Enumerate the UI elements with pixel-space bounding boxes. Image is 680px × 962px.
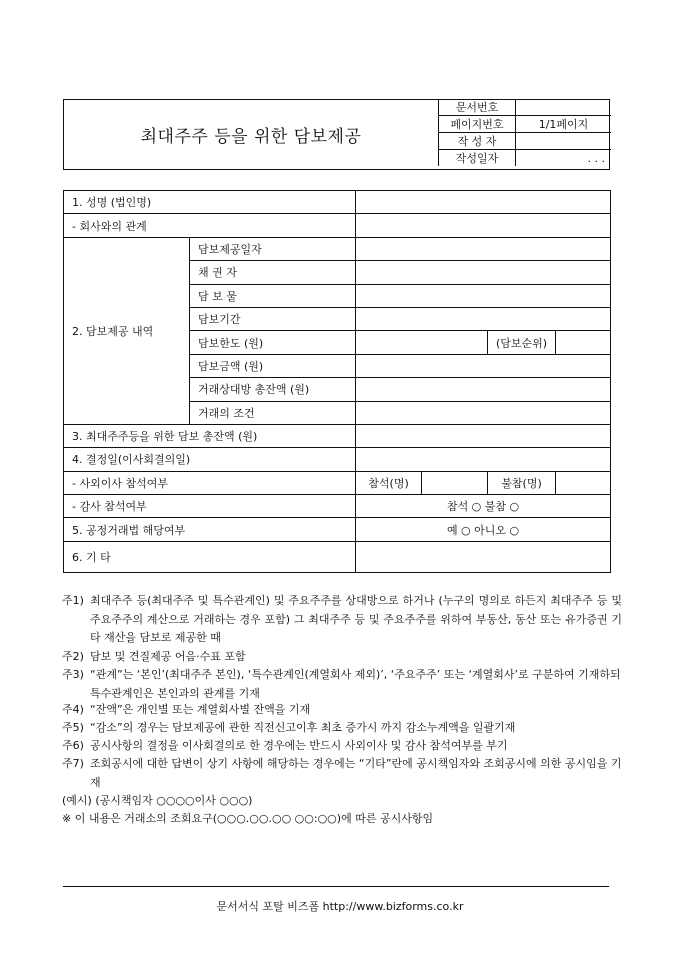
- date-value[interactable]: . . .: [516, 150, 612, 167]
- collateral-period-label: 담보기간: [190, 307, 356, 330]
- collateral-item-label: 담 보 물: [190, 284, 356, 307]
- collateral-amount-label: 담보금액 (원): [190, 354, 356, 377]
- attend-count-label: 참석(명): [356, 471, 422, 494]
- name-value[interactable]: [356, 191, 611, 214]
- footer-divider: [63, 886, 609, 887]
- note-4-key: 주4): [62, 703, 84, 716]
- relationship-label: - 회사와의 관계: [64, 214, 356, 237]
- note-1-text: 최대주주 등(최대주주 및 특수관계인) 및 주요주주를 상대방으로 하거나 (누구의 명의로 하든지 최대주주 등 및 주요주주의 계산으로 거래하는 경우 포함) 그 최대주주 등 및 주요주주를 위하여 부동산, 동산 또는 유가증권 기타 재산을 담보로 제공한 때: [90, 594, 622, 644]
- fair-trade-label: 5. 공정거래법 해당여부: [64, 518, 356, 541]
- note-3: [62, 666, 622, 703]
- auditor-attendance-label: - 감사 참석여부: [64, 495, 356, 518]
- document-title: 최대주주 등을 위한 담보제공: [140, 127, 362, 147]
- footer-text: 문서서식 포탈 비즈폼 http://www.bizforms.co.kr: [216, 900, 464, 913]
- disclosure-form-table: [63, 190, 611, 573]
- note-2-text: 담보 및 견질제공 어음·수표 포함: [90, 650, 246, 663]
- note-6: [62, 737, 622, 756]
- name-label: 1. 성명 (법인명): [64, 191, 356, 214]
- collateral-rank-label: (담보순위): [488, 331, 556, 354]
- outside-director-label: - 사외이사 참석여부: [64, 471, 356, 494]
- transaction-terms-label: 거래의 조건: [190, 401, 356, 424]
- collateral-date-value[interactable]: [356, 237, 611, 260]
- creditor-value[interactable]: [356, 261, 611, 284]
- page-number-value: 1/1페이지: [516, 116, 612, 133]
- note-1-key: 주1): [62, 594, 84, 607]
- other-label: 6. 기 타: [64, 541, 356, 572]
- note-5-text: “감소”의 경우는 담보제공에 관한 직전신고이후 최초 증가시 까지 감소누계액을 일괄기재: [90, 721, 516, 734]
- collateral-limit-value[interactable]: [356, 331, 488, 354]
- document-header: [63, 99, 610, 170]
- author-value[interactable]: [516, 133, 612, 150]
- doc-number-label: 문서번호: [439, 99, 516, 116]
- decision-date-label: 4. 결정일(이사회결의일): [64, 448, 356, 471]
- transaction-terms-value[interactable]: [356, 401, 611, 424]
- note-4-text: “잔액”은 개인별 또는 계열회사별 잔액을 기재: [90, 703, 311, 716]
- fair-trade-choice[interactable]: 예 ○ 아니오 ○: [356, 518, 611, 541]
- note-5: [62, 719, 622, 738]
- collateral-amount-value[interactable]: [356, 354, 611, 377]
- collateral-period-value[interactable]: [356, 307, 611, 330]
- collateral-item-value[interactable]: [356, 284, 611, 307]
- total-balance-label: 3. 최대주주등을 위한 담보 총잔액 (원): [64, 424, 356, 447]
- remark-line: ※ 이 내용은 거래소의 조회요구(○○○.○○.○○ ○○:○○)에 따른 공시사항임: [62, 812, 434, 825]
- collateral-rank-value[interactable]: [556, 331, 611, 354]
- note-1: [62, 592, 622, 648]
- relationship-value[interactable]: [356, 214, 611, 237]
- absent-count-label: 불참(명): [488, 471, 556, 494]
- note-6-text: 공시사항의 결정을 이사회결의로 한 경우에는 반드시 사외이사 및 감사 참석여부를 부기: [90, 739, 508, 752]
- note-3-key: 주3): [62, 668, 84, 681]
- note-5-key: 주5): [62, 721, 84, 734]
- page-number-label: 페이지번호: [439, 116, 516, 133]
- other-value[interactable]: [356, 541, 611, 572]
- decision-date-value[interactable]: [356, 448, 611, 471]
- note-2-key: 주2): [62, 650, 84, 663]
- collateral-limit-label: 담보한도 (원): [190, 331, 356, 354]
- author-label: 작 성 자: [439, 133, 516, 150]
- note-3-text: “관계”는 ‘본인’(최대주주 본인), ‘특수관계인(계열회사 제외)’, ‘주요주주’ 또는 ‘계열회사’로 구분하여 기재하되 특수관계인은 본인과의 관계를 기재: [90, 668, 621, 700]
- doc-number-value[interactable]: [516, 99, 612, 116]
- counterparty-balance-value[interactable]: [356, 378, 611, 401]
- absent-count-value[interactable]: [556, 471, 611, 494]
- total-balance-value[interactable]: [356, 424, 611, 447]
- note-7-text: 조회공시에 대한 답변이 상기 사항에 해당하는 경우에는 “기타”란에 공시책임자와 조회공시에 의한 공시임을 기재: [90, 757, 622, 789]
- note-7-key: 주7): [62, 757, 84, 770]
- document-info-table: [438, 99, 611, 166]
- note-4: [62, 701, 622, 720]
- counterparty-balance-label: 거래상대방 총잔액 (원): [190, 378, 356, 401]
- collateral-date-label: 담보제공일자: [190, 237, 356, 260]
- date-label: 작성일자: [439, 150, 516, 167]
- creditor-label: 채 권 자: [190, 261, 356, 284]
- collateral-section-label: 2. 담보제공 내역: [64, 237, 190, 424]
- example-line: (예시) (공시책임자 ○○○○이사 ○○○): [62, 794, 253, 807]
- note-6-key: 주6): [62, 739, 84, 752]
- note-2: [62, 648, 622, 667]
- auditor-attendance-choice[interactable]: 참석 ○ 불참 ○: [356, 495, 611, 518]
- attend-count-value[interactable]: [422, 471, 488, 494]
- note-7: [62, 755, 622, 792]
